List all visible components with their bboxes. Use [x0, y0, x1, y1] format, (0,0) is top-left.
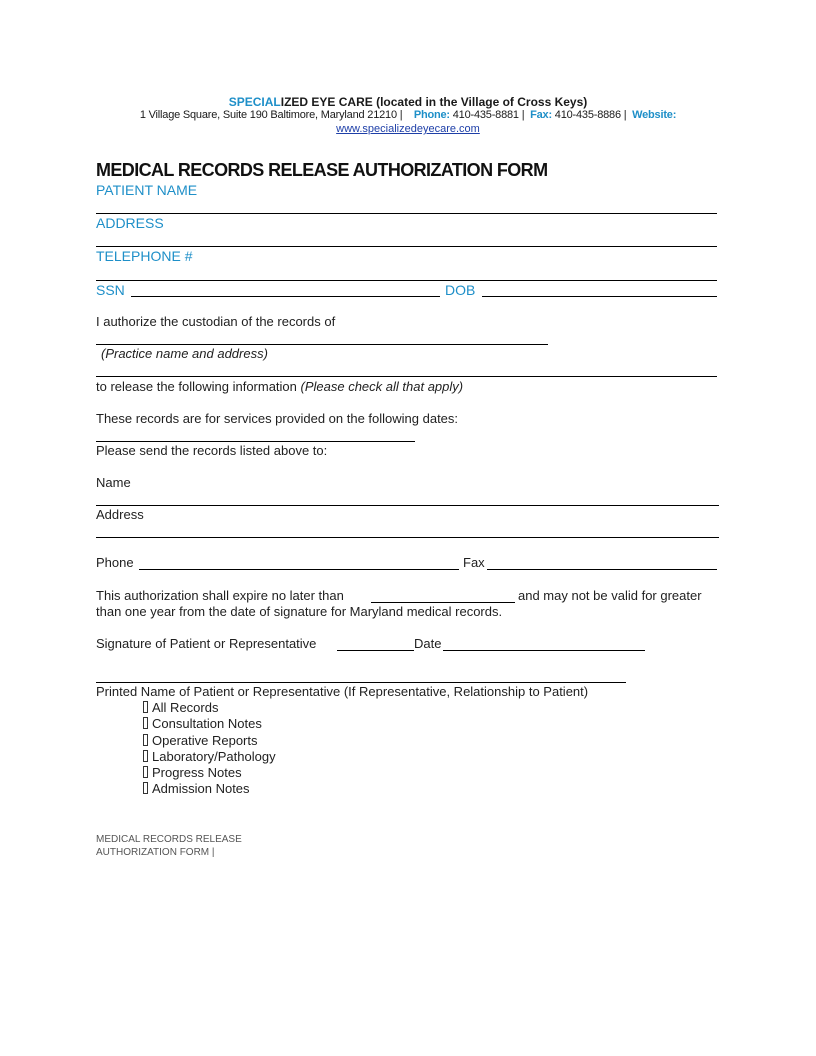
- checkbox-icon: [143, 782, 148, 794]
- telephone-line[interactable]: [96, 280, 717, 281]
- phone-value: 410-435-8881 |: [452, 109, 525, 121]
- dob-label: DOB: [445, 282, 476, 298]
- ssn-label: SSN: [96, 282, 125, 298]
- checkbox-consultation-notes[interactable]: [143, 716, 262, 731]
- release-row: [96, 379, 463, 394]
- fax-value: 410-435-8886 |: [554, 109, 627, 121]
- clinic-contact-line: [0, 109, 816, 121]
- ssn-line[interactable]: [131, 296, 440, 297]
- address-line[interactable]: [96, 246, 717, 247]
- footer-line-1: MEDICAL RECORDS RELEASE: [96, 834, 242, 845]
- expire-date-line[interactable]: [371, 602, 515, 603]
- date-label: Date: [414, 636, 442, 651]
- address-label: ADDRESS: [96, 215, 164, 231]
- expire-text-3: than one year from the date of signature for Maryland medical records.: [96, 604, 503, 619]
- checkbox-label: Progress Notes: [152, 765, 242, 780]
- signature-label: Signature of Patient or Representative: [96, 636, 317, 651]
- authorize-text: I authorize the custodian of the records of: [96, 314, 336, 329]
- recipient-fax-label: Fax: [463, 555, 485, 570]
- printed-name-line[interactable]: [96, 682, 626, 683]
- send-text: Please send the records listed above to:: [96, 443, 328, 458]
- checkbox-admission-notes[interactable]: [143, 781, 250, 796]
- dates-line[interactable]: [96, 441, 415, 442]
- checkbox-label: Admission Notes: [152, 781, 250, 796]
- recipient-fax-line[interactable]: [487, 569, 717, 570]
- checkbox-operative-reports[interactable]: [143, 733, 258, 748]
- clinic-name: [0, 95, 816, 109]
- recipient-phone-label: Phone: [96, 555, 134, 570]
- form-title: MEDICAL RECORDS RELEASE AUTHORIZATION FORM: [96, 160, 548, 180]
- signature-line[interactable]: [337, 650, 414, 651]
- recipient-phone-line[interactable]: [139, 569, 459, 570]
- recipient-name-label: Name: [96, 475, 131, 490]
- checkbox-icon: [143, 750, 148, 762]
- website-row: [0, 123, 816, 135]
- practice-address-line[interactable]: [96, 376, 717, 377]
- footer-line-2: AUTHORIZATION FORM |: [96, 847, 215, 858]
- patient-name-line[interactable]: [96, 213, 717, 214]
- checkbox-label: All Records: [152, 700, 219, 715]
- checkbox-icon: [143, 734, 148, 746]
- expire-text-1: This authorization shall expire no later than: [96, 588, 344, 603]
- clinic-address: 1 Village Square, Suite 190 Baltimore, Maryland 21210 |: [139, 109, 403, 121]
- recipient-name-line[interactable]: [96, 505, 719, 506]
- clinic-name-highlight: SPECIAL: [228, 95, 281, 109]
- checkbox-label: Laboratory/Pathology: [152, 749, 276, 764]
- fax-label: Fax:: [530, 109, 552, 121]
- checkbox-progress-notes[interactable]: [143, 765, 242, 780]
- checkbox-icon: [143, 717, 148, 729]
- recipient-address-line[interactable]: [96, 537, 719, 538]
- dob-line[interactable]: [482, 296, 717, 297]
- patient-name-label: PATIENT NAME: [96, 182, 198, 198]
- checkbox-icon: [143, 766, 148, 778]
- expire-text-2: and may not be valid for greater: [518, 588, 702, 603]
- website-link[interactable]: www.specializedeyecare.com: [336, 123, 480, 135]
- release-hint: (Please check all that apply): [300, 379, 464, 394]
- dates-text: These records are for services provided on the following dates:: [96, 411, 459, 426]
- recipient-address-label: Address: [96, 507, 144, 522]
- release-text: to release the following information: [96, 379, 297, 394]
- website-label: Website:: [632, 109, 677, 121]
- practice-hint: (Practice name and address): [101, 346, 268, 361]
- checkbox-laboratory-pathology[interactable]: [143, 749, 276, 764]
- page-footer: [96, 833, 242, 859]
- telephone-label: TELEPHONE #: [96, 248, 193, 264]
- checkbox-icon: [143, 701, 148, 713]
- phone-label: Phone:: [413, 109, 450, 121]
- checkbox-label: Operative Reports: [152, 733, 258, 748]
- checkbox-all-records[interactable]: [143, 700, 218, 715]
- date-line[interactable]: [443, 650, 645, 651]
- printed-name-text: Printed Name of Patient or Representative (If Representative, Relationship to Patient): [96, 684, 589, 699]
- practice-line[interactable]: [96, 344, 548, 345]
- clinic-name-rest: IZED EYE CARE (located in the Village of Cross Keys): [280, 95, 588, 109]
- checkbox-label: Consultation Notes: [152, 716, 262, 731]
